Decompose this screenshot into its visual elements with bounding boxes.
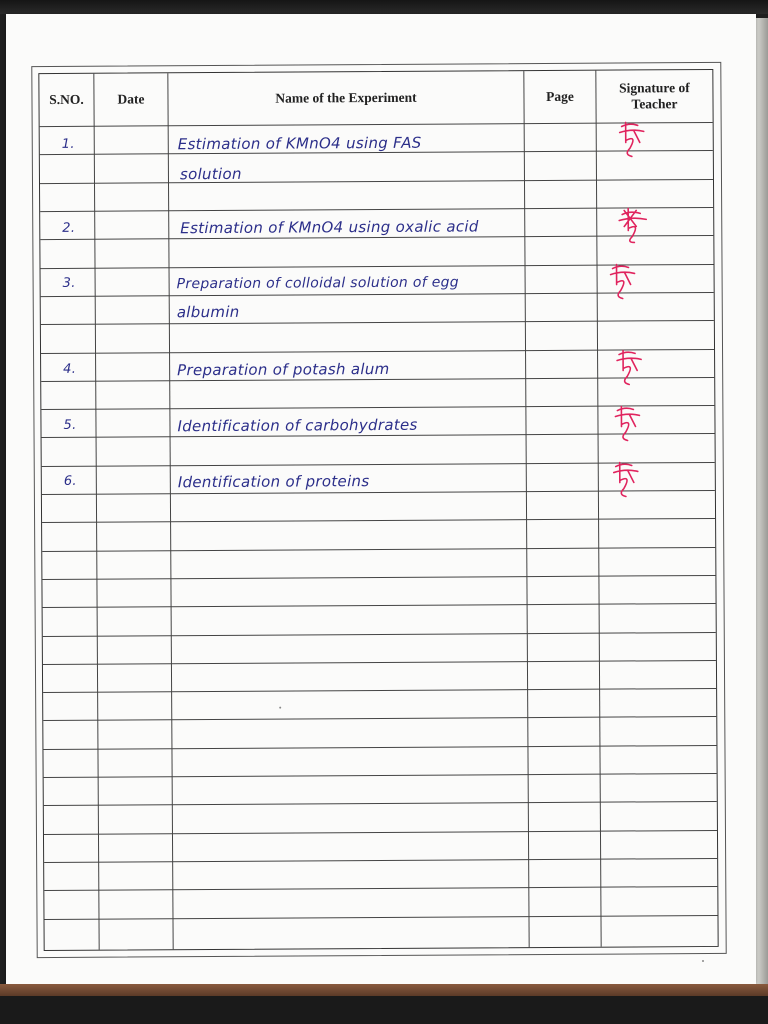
entry-1-sno: 1. (61, 136, 75, 152)
entry-5-sno: 5. (63, 417, 77, 433)
header-page: Page (546, 88, 574, 104)
entry-3-name-line2: albumin (176, 302, 240, 322)
paper-speck (702, 960, 704, 962)
entry-6-teacher-signature (610, 458, 644, 498)
page-edge (756, 18, 768, 984)
row-rule (41, 320, 714, 325)
entry-1-teacher-signature (616, 118, 650, 158)
scan-top-border (0, 0, 768, 14)
row-rule (42, 547, 715, 552)
entry-1-name-line1: Estimation of KMnO4 using FAS (177, 133, 422, 154)
entry-5-name-line1: Identification of carbohydrates (177, 415, 418, 436)
paper-speck (279, 707, 281, 709)
index-table (38, 69, 718, 951)
row-rule (42, 518, 715, 523)
entry-1-name-line2: solution (179, 164, 242, 184)
entry-6-sno: 6. (63, 473, 77, 489)
row-rule (44, 830, 717, 835)
header-signature-line1: Signature of (619, 80, 690, 96)
column-divider (167, 73, 173, 949)
row-rule (44, 801, 717, 806)
entry-3-name-line1: Preparation of colloidal solution of egg (176, 274, 460, 293)
index-table-outer-frame (31, 62, 726, 958)
entry-3-teacher-signature (606, 260, 640, 300)
column-divider (595, 71, 601, 947)
entry-2-sno: 2. (62, 220, 76, 236)
column-divider (523, 71, 529, 947)
header-sno: S.NO. (49, 91, 84, 108)
row-rule (44, 858, 717, 863)
column-divider (93, 74, 99, 950)
entry-4-sno: 4. (63, 361, 77, 377)
row-rule (44, 886, 717, 891)
notebook-page (6, 14, 756, 984)
entry-4-name-line1: Preparation of potash alum (177, 359, 390, 380)
row-rule (43, 745, 716, 750)
header-signature (596, 70, 712, 123)
entry-3-sno: 3. (62, 275, 76, 291)
row-rule (43, 716, 716, 721)
row-rule (43, 632, 716, 637)
row-rule (43, 688, 716, 693)
row-rule (40, 207, 713, 212)
entry-2-name-line1: Estimation of KMnO4 using oxalic acid (180, 217, 479, 238)
entry-6-name-line1: Identification of proteins (177, 472, 370, 492)
header-signature-line2: Teacher (631, 96, 678, 112)
entry-5-teacher-signature (611, 402, 645, 442)
row-rule (43, 603, 716, 608)
entry-2-teacher-signature (616, 204, 650, 244)
header-date: Date (117, 91, 145, 107)
binding-edge (0, 984, 768, 996)
entry-4-teacher-signature (613, 346, 647, 386)
scan-bottom-border (0, 996, 768, 1024)
row-rule (43, 660, 716, 665)
header-experiment-name: Name of the Experiment (275, 89, 417, 106)
row-rule (44, 915, 717, 920)
row-rule (44, 773, 717, 778)
row-rule (42, 575, 715, 580)
row-rule (40, 179, 713, 184)
